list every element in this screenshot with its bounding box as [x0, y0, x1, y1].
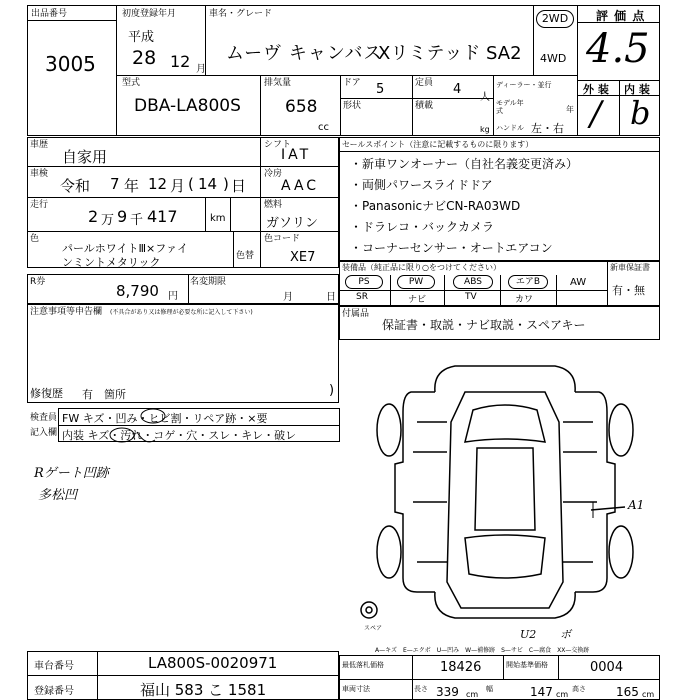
score-value: 4.5 — [586, 26, 650, 72]
color-code: XE7 — [290, 250, 316, 265]
color-line2: ンミントメタリック — [62, 256, 161, 269]
price-result-value: 0004 — [590, 660, 624, 675]
mileage-sen: 9 — [117, 207, 128, 226]
equip-abs: ABS — [453, 275, 493, 289]
divider — [233, 231, 234, 268]
equip-aw: AW — [570, 277, 587, 288]
inspection-day: 14 — [198, 175, 218, 193]
shape-label: 形状 — [343, 101, 362, 111]
dealer-label: ディーラー・並行 — [496, 81, 552, 89]
damage-legend: A—キズ E—エクボ U—凹み W—補修跡 S—サビ C—腐食 XX—交換跡 — [375, 647, 590, 654]
chassis-label: 車台番号 — [34, 661, 74, 672]
divider — [340, 75, 341, 136]
car-name: ムーヴ キャンバス — [226, 43, 383, 64]
accessories-value: 保証書・取説・ナビ取説・スペアキー — [382, 318, 586, 332]
recycle-unit: 円 — [168, 291, 178, 302]
dims-length: 339 — [436, 685, 459, 699]
equip-pw: PW — [397, 275, 435, 289]
capacity-label: 定員 — [415, 78, 434, 88]
notes-sub: (不具合があり又は修理が必要な所に記入して下さい) — [110, 309, 253, 316]
capacity-value: 4 — [453, 82, 462, 97]
equipment-title: 装備品（純正品に限り○をつけてください） — [342, 263, 501, 272]
damage-marker-a1: A1 — [628, 498, 645, 512]
inspection-year: 7 — [110, 175, 120, 193]
sales-point-3: ・PanasonicナビCN-RA03WD — [350, 199, 521, 213]
divider — [339, 679, 660, 680]
color-number-label: 色替 — [236, 251, 255, 261]
notes-label: 注意事項等申告欄 — [30, 307, 103, 317]
aircon-label: 冷房 — [264, 169, 283, 179]
divider — [339, 151, 660, 152]
divider — [260, 137, 261, 268]
capacity-unit: 人 — [480, 92, 490, 103]
model-year-label: モデル年式 — [496, 99, 524, 115]
mileage-label: 走行 — [30, 200, 49, 210]
name-change-month: 月 — [283, 292, 293, 303]
doors-label: ドア — [343, 78, 361, 88]
dims-length-unit: cm — [466, 690, 479, 699]
load-label: 積載 — [415, 101, 434, 111]
divider — [188, 274, 189, 304]
color-code-label: 色コード — [264, 234, 301, 244]
equip-navi: ナビ — [408, 295, 427, 305]
registration-label: 初度登録年月 — [122, 9, 177, 19]
sales-point-1: ・新車ワンオーナー（自社名義変更済み） — [350, 157, 579, 171]
sales-point-5: ・コーナーセンサー・オートエアコン — [350, 241, 553, 255]
lot-label: 出品番号 — [31, 9, 68, 19]
divider — [27, 231, 339, 232]
inspection-month-unit: 月 — [170, 177, 186, 195]
drive-4wd: 4WD — [540, 52, 567, 65]
mileage-man: 2 — [88, 207, 99, 226]
inspection-month: 12 — [148, 175, 168, 193]
damage-marker-u2: U2 — [520, 628, 537, 641]
dims-height-label: 高さ — [572, 685, 586, 693]
inspector-markings — [95, 404, 215, 446]
divider — [340, 98, 493, 99]
color-line1: パールホワイトⅢ×ファイ — [62, 242, 189, 255]
handwritten-note-2: 多松凹 — [38, 488, 78, 503]
divider — [260, 75, 261, 136]
divider — [558, 655, 559, 679]
divider — [556, 275, 557, 306]
int-label: 内 装 — [624, 83, 650, 96]
inspector-label: 検査員 — [30, 413, 58, 423]
plate-label: 登録番号 — [34, 686, 74, 697]
score-label: 評 価 点 — [596, 9, 646, 23]
shift-value: IAT — [281, 147, 312, 163]
divider — [27, 197, 339, 198]
damage-marker-bo: ボ — [560, 628, 571, 641]
divider — [412, 75, 413, 136]
notes-block — [27, 304, 339, 403]
handle-value: 左・右 — [531, 122, 564, 135]
dims-length-label: 長さ — [414, 685, 428, 693]
divider — [205, 197, 206, 231]
inspector-label2: 記入欄 — [30, 428, 58, 438]
inspection-era: 令和 — [60, 177, 91, 195]
inspector-row1: FW キズ・凹み・ヒビ割・リペア跡・×要 — [62, 412, 268, 425]
model-label: 型式 — [122, 78, 141, 88]
equip-leather: カワ — [515, 295, 534, 305]
car-name-label: 車名・グレード — [209, 9, 273, 19]
divider — [503, 655, 504, 679]
repair-paren: ) — [329, 383, 335, 398]
displacement-value: 658 — [285, 97, 318, 117]
equip-sr: SR — [356, 292, 368, 302]
dims-height: 165 — [616, 685, 639, 699]
recycle-label: R券 — [30, 277, 46, 287]
registration-month: 12 — [170, 52, 191, 71]
registration-year: 28 — [132, 47, 157, 69]
doors-value: 5 — [376, 82, 385, 97]
aircon-value: AAC — [281, 178, 320, 194]
new-car-warranty-value: 有・無 — [612, 284, 645, 297]
repair-label: 修復歴 — [30, 387, 63, 400]
sales-point-2: ・両側パワースライドドア — [350, 178, 493, 192]
model-year-unit: 年 — [566, 105, 574, 114]
divider — [500, 275, 501, 306]
name-change-label: 名変期限 — [190, 277, 227, 287]
handwritten-note-1: Rゲート凹跡 — [34, 466, 109, 481]
equip-airbag: エアB — [508, 275, 548, 289]
divider — [444, 275, 445, 306]
drive-2wd-selected: 2WD — [536, 10, 574, 28]
chassis-value: LA800S-0020971 — [148, 654, 278, 672]
divider — [577, 22, 660, 23]
displacement-label: 排気量 — [264, 78, 292, 88]
inspection-paren-close: ) — [223, 175, 229, 193]
recycle-value: 8,790 — [116, 282, 159, 300]
dims-width-unit: cm — [556, 690, 569, 699]
divider — [607, 261, 608, 306]
name-change-day: 日 — [326, 292, 336, 303]
plate-value: 福山 583 こ 1581 — [140, 681, 267, 699]
divider — [27, 20, 116, 21]
registration-month-unit: 月 — [196, 64, 206, 75]
repair-value: 有 箇所 — [82, 388, 126, 401]
new-car-warranty-label: 新車保証書 — [610, 263, 650, 272]
inspection-year-unit: 年 — [124, 177, 140, 195]
divider — [116, 5, 117, 136]
mileage-man-unit: 万 — [101, 213, 115, 228]
divider — [116, 75, 577, 76]
divider — [339, 290, 607, 291]
displacement-unit: cc — [318, 122, 329, 133]
fuel-value: ガソリン — [266, 216, 319, 231]
shift-label: シフト — [264, 140, 292, 150]
dims-width-label: 幅 — [486, 685, 493, 693]
mileage-unit: km — [210, 213, 226, 224]
equip-tv: TV — [465, 292, 477, 302]
divider — [27, 675, 339, 676]
equip-ps: PS — [345, 275, 383, 289]
registration-era: 平成 — [128, 30, 155, 45]
sales-points-title: セールスポイント（注意に記載するものに限ります） — [342, 140, 534, 149]
price-result-label: 開始基準価格 — [506, 661, 548, 669]
handle-label: ハンドル — [496, 124, 524, 132]
divider — [412, 655, 413, 700]
fuel-label: 燃料 — [264, 200, 283, 210]
inspector-row2: 内装 キズ・汚れ・コゲ・穴・スレ・キレ・破レ — [62, 429, 297, 442]
lot-number: 3005 — [45, 52, 96, 76]
usage-label: 車歴 — [30, 140, 49, 150]
mileage-sen-unit: 千 — [130, 213, 144, 228]
model-value: DBA-LA800S — [134, 96, 241, 116]
inspection-day-unit: 日 — [231, 177, 247, 195]
price-value: 18426 — [440, 660, 482, 675]
dims-label: 車両寸法 — [342, 685, 370, 693]
int-score: b — [630, 94, 651, 132]
divider — [493, 75, 494, 136]
color-label: 色 — [30, 234, 40, 244]
car-damage-diagram — [355, 352, 660, 642]
usage-value: 自家用 — [62, 148, 108, 166]
spare-label: スペア — [364, 625, 383, 632]
accessories-label: 付属品 — [342, 309, 370, 319]
inspection-paren-open: ( — [188, 175, 194, 193]
divider — [390, 275, 391, 306]
dims-height-unit: cm — [642, 690, 655, 699]
load-unit: kg — [480, 125, 490, 134]
divider — [533, 5, 534, 75]
car-grade: Xリミテッド SA2 — [378, 43, 522, 64]
ext-label: 外 装 — [583, 83, 609, 96]
mileage-rest: 417 — [147, 207, 178, 226]
ext-score: / — [590, 94, 602, 134]
inspection-label: 車検 — [30, 169, 49, 179]
divider — [619, 80, 620, 136]
dims-width: 147 — [530, 685, 553, 699]
divider — [577, 5, 578, 136]
sales-point-4: ・ドラレコ・バックカメラ — [350, 220, 495, 234]
divider — [230, 197, 231, 231]
price-label: 最低落札価格 — [342, 661, 384, 669]
